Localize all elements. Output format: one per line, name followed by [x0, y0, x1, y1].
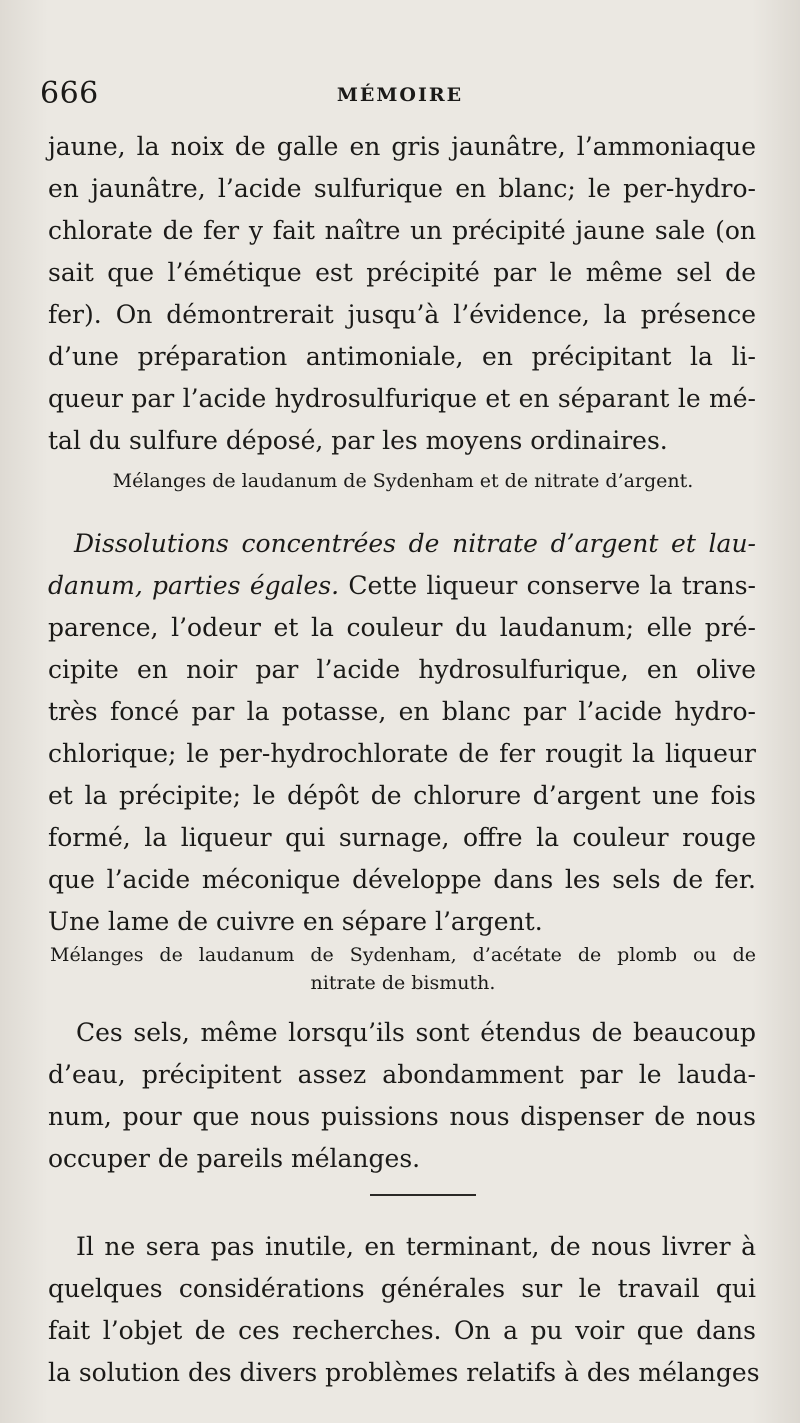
- text-line: très foncé par la potasse, en blanc par l’acide hydro-: [48, 697, 756, 726]
- text-line: [48, 565, 756, 607]
- text-line: que l’acide méconique développe dans les sels de fer.: [48, 865, 756, 894]
- section-heading-line2: nitrate de bismuth.: [310, 972, 496, 994]
- text-line: num, pour que nous puissions nous dispenser de nous: [48, 1102, 756, 1131]
- text-line: tal du sulfure déposé, par les moyens ordinaires.: [48, 426, 668, 455]
- text-line: d’une préparation antimoniale, en précipitant la li-: [48, 342, 756, 371]
- text-line: la solution des divers problèmes relatifs à des mélanges: [48, 1358, 760, 1387]
- text-span: Cette liqueur conserve la trans-: [339, 571, 756, 600]
- text-line-italic: Dissolutions concentrées de nitrate d’argent et lau-: [74, 529, 756, 558]
- page-header: [40, 76, 760, 116]
- text-line: fer). On démontrerait jusqu’à l’évidence, la présence: [48, 300, 756, 329]
- page-number: 666: [40, 76, 99, 111]
- text-line: parence, l’odeur et la couleur du laudanum; elle pré-: [48, 613, 756, 642]
- section-heading: Mélanges de laudanum de Sydenham, d’acétate de plomb ou de: [50, 944, 756, 966]
- text-line: chlorique; le per-hydrochlorate de fer rougit la liqueur: [48, 739, 756, 768]
- running-title: MÉMOIRE: [336, 84, 464, 106]
- text-line: en jaunâtre, l’acide sulfurique en blanc; le per-hydro-: [48, 174, 756, 203]
- text-line: sait que l’émétique est précipité par le même sel de: [48, 258, 756, 287]
- text-line: cipite en noir par l’acide hydrosulfurique, en olive: [48, 655, 756, 684]
- text-line: Une lame de cuivre en sépare l’argent.: [48, 907, 543, 936]
- text-line: queur par l’acide hydrosulfurique et en séparant le mé-: [48, 384, 756, 413]
- section-divider: [370, 1194, 476, 1196]
- text-line: occuper de pareils mélanges.: [48, 1144, 421, 1173]
- text-line: d’eau, précipitent assez abondamment par le lauda-: [48, 1060, 756, 1089]
- section-heading: Mélanges de laudanum de Sydenham et de nitrate d’argent.: [112, 470, 694, 492]
- text-line: jaune, la noix de galle en gris jaunâtre, l’ammoniaque: [48, 132, 756, 161]
- text-line: quelques considérations générales sur le travail qui: [48, 1274, 756, 1303]
- text-line: fait l’objet de ces recherches. On a pu voir que dans: [48, 1316, 756, 1345]
- text-line: et la précipite; le dépôt de chlorure d’argent une fois: [48, 781, 756, 810]
- text-line: Il ne sera pas inutile, en terminant, de nous livrer à: [76, 1232, 756, 1261]
- italic-phrase: danum, parties égales.: [48, 571, 340, 600]
- text-line: Ces sels, même lorsqu’ils sont étendus de beaucoup: [76, 1018, 756, 1047]
- text-line: chlorate de fer y fait naître un précipité jaune sale (on: [48, 216, 756, 245]
- text-line: formé, la liqueur qui surnage, offre la couleur rouge: [48, 823, 756, 852]
